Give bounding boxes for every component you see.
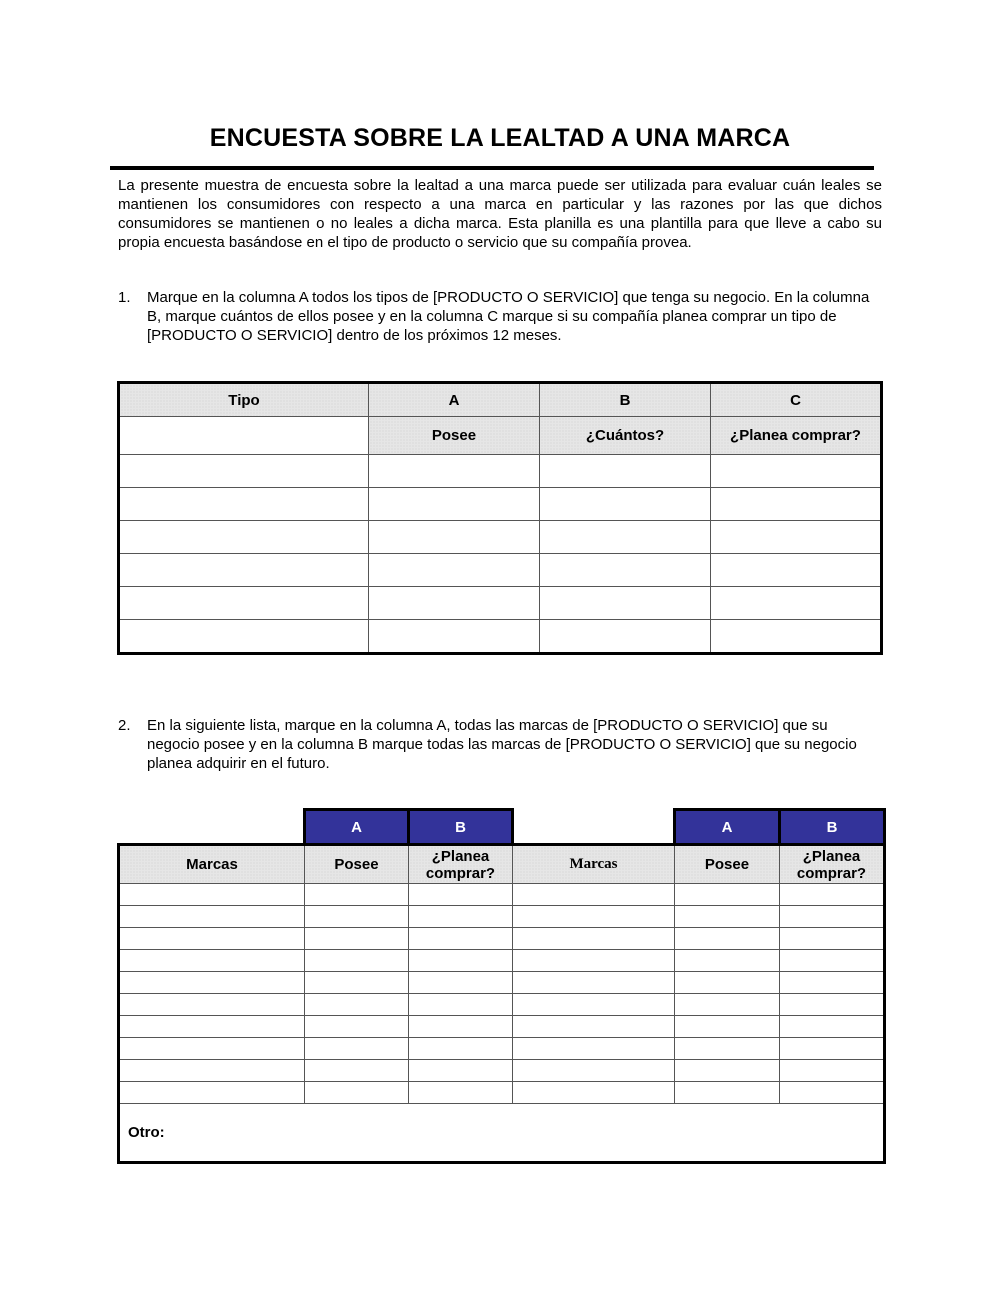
tipo-cell[interactable] [119,521,369,554]
table-row [119,488,882,521]
table-row [119,1016,885,1038]
posee-cell[interactable] [305,1082,409,1104]
posee-cell[interactable] [305,1038,409,1060]
marca-cell[interactable] [119,1016,305,1038]
marca-cell[interactable] [513,1038,675,1060]
tipo-cell[interactable] [119,488,369,521]
planea-cell[interactable] [780,928,885,950]
posee-cell[interactable] [369,587,540,620]
planea-cell[interactable] [711,587,882,620]
table-row [119,587,882,620]
otro-label: Otro: [128,1124,165,1141]
planea-cell[interactable] [409,884,513,906]
planea-cell[interactable] [780,906,885,928]
posee-cell[interactable] [675,928,780,950]
letter-header-a-left: A [305,810,409,845]
planea-cell[interactable] [711,488,882,521]
document-title: ENCUESTA SOBRE LA LEALTAD A UNA MARCA [209,124,791,152]
table-row [119,950,885,972]
planea-cell[interactable] [780,1016,885,1038]
cuantos-cell[interactable] [540,554,711,587]
planea-cell[interactable] [409,972,513,994]
planea-cell[interactable] [409,1016,513,1038]
otro-row[interactable] [119,1104,885,1163]
marca-cell[interactable] [513,950,675,972]
question-2-number: 2. [118,717,131,734]
col-header-posee-right: Posee [675,845,780,884]
col-header-planea-right: ¿Planea comprar? [780,845,885,884]
col-header-planea-left: ¿Planea comprar? [409,845,513,884]
planea-cell[interactable] [409,1082,513,1104]
posee-cell[interactable] [675,906,780,928]
posee-cell[interactable] [305,994,409,1016]
posee-cell[interactable] [369,554,540,587]
brands-table [117,808,886,1164]
table-row [119,455,882,488]
posee-cell[interactable] [305,950,409,972]
planea-cell[interactable] [409,928,513,950]
posee-cell[interactable] [675,1016,780,1038]
cuantos-cell[interactable] [540,455,711,488]
posee-cell[interactable] [369,455,540,488]
posee-cell[interactable] [675,1038,780,1060]
subheader-cuantos: ¿Cuántos? [540,417,711,455]
marca-cell[interactable] [513,1016,675,1038]
posee-cell[interactable] [369,488,540,521]
col-header-a: A [369,383,540,417]
subheader-tipo-cell [119,417,369,455]
posee-cell[interactable] [305,1016,409,1038]
marca-cell[interactable] [119,1060,305,1082]
marca-cell[interactable] [513,928,675,950]
cuantos-cell[interactable] [540,521,711,554]
table-row [119,1060,885,1082]
letter-header-b-left: B [409,810,513,845]
posee-cell[interactable] [305,906,409,928]
col-header-posee-left: Posee [305,845,409,884]
planea-cell[interactable] [409,950,513,972]
planea-cell[interactable] [780,1082,885,1104]
planea-cell[interactable] [780,972,885,994]
tipo-cell[interactable] [119,455,369,488]
table-row [119,620,882,654]
planea-cell[interactable] [711,455,882,488]
col-header-tipo: Tipo [119,383,369,417]
marca-cell[interactable] [513,1060,675,1082]
planea-cell[interactable] [409,994,513,1016]
table-row [119,1038,885,1060]
tipo-cell[interactable] [119,620,369,654]
question-1 [118,288,882,345]
product-type-table [117,381,883,655]
planea-cell[interactable] [780,1060,885,1082]
posee-cell[interactable] [369,620,540,654]
posee-cell[interactable] [675,1060,780,1082]
marca-cell[interactable] [119,972,305,994]
planea-cell[interactable] [711,620,882,654]
table-row [119,994,885,1016]
marca-cell[interactable] [513,906,675,928]
posee-cell[interactable] [675,972,780,994]
marca-cell[interactable] [119,994,305,1016]
col-header-marcas-right: Marcas [513,845,675,884]
letters-spacer-middle [513,810,675,845]
posee-cell[interactable] [675,994,780,1016]
planea-cell[interactable] [780,1038,885,1060]
marca-cell[interactable] [513,994,675,1016]
question-1-number: 1. [118,289,131,306]
posee-cell[interactable] [675,950,780,972]
tipo-cell[interactable] [119,587,369,620]
marca-cell[interactable] [119,950,305,972]
cuantos-cell[interactable] [540,587,711,620]
marca-cell[interactable] [119,1082,305,1104]
col-header-c: C [711,383,882,417]
marca-cell[interactable] [513,884,675,906]
letters-spacer-left [119,810,305,845]
table-row [119,972,885,994]
tipo-cell[interactable] [119,554,369,587]
col-header-b: B [540,383,711,417]
posee-cell[interactable] [305,928,409,950]
marca-cell[interactable] [119,1038,305,1060]
marca-cell[interactable] [513,972,675,994]
cuantos-cell[interactable] [540,488,711,521]
table-row [119,884,885,906]
marca-cell[interactable] [119,884,305,906]
posee-cell[interactable] [369,521,540,554]
question-2 [118,716,882,773]
title-divider [110,166,874,170]
intro-paragraph: La presente muestra de encuesta sobre la lealtad a una marca puede ser utilizada para evaluar cuán leales se mantienen los consumidores con respecto a una marca en particular y las razones por las que dichos consumidores se mantienen o no leales a dicha marca. Esta planilla es una plantilla para que lleve a cabo su propia encuesta basándose en el tipo de producto o servicio que su compañía provea. [118,177,882,251]
marca-cell[interactable] [513,1082,675,1104]
posee-cell[interactable] [305,972,409,994]
planea-cell[interactable] [780,994,885,1016]
marca-cell[interactable] [119,906,305,928]
planea-cell[interactable] [780,950,885,972]
table-row [119,906,885,928]
planea-cell[interactable] [409,1038,513,1060]
table-row [119,1082,885,1104]
letter-header-b-right: B [780,810,885,845]
planea-cell[interactable] [711,521,882,554]
letter-header-a-right: A [675,810,780,845]
planea-cell[interactable] [711,554,882,587]
planea-cell[interactable] [780,884,885,906]
question-2-text: En la siguiente lista, marque en la columna A, todas las marcas de [PRODUCTO O SERVICIO] que su negocio posee y en la columna B marque todas las marcas de [PRODUCTO O SERVICIO] que su negocio planea adquirir en el futuro. [147,717,857,772]
cuantos-cell[interactable] [540,620,711,654]
question-1-text: Marque en la columna A todos los tipos de [PRODUCTO O SERVICIO] que tenga su negocio. En la columna B, marque cuántos de ellos posee y en la columna C marque si su compañía planea comprar un tipo de [PRODUCTO O SERVICIO] dentro de los próximos 12 meses. [147,289,870,344]
marca-cell[interactable] [119,928,305,950]
planea-cell[interactable] [409,906,513,928]
posee-cell[interactable] [305,884,409,906]
posee-cell[interactable] [675,1082,780,1104]
posee-cell[interactable] [675,884,780,906]
subheader-posee: Posee [369,417,540,455]
table-row [119,521,882,554]
posee-cell[interactable] [305,1060,409,1082]
planea-cell[interactable] [409,1060,513,1082]
col-header-marcas-left: Marcas [119,845,305,884]
table-row [119,928,885,950]
subheader-planea-comprar: ¿Planea comprar? [711,417,882,455]
table-row [119,554,882,587]
